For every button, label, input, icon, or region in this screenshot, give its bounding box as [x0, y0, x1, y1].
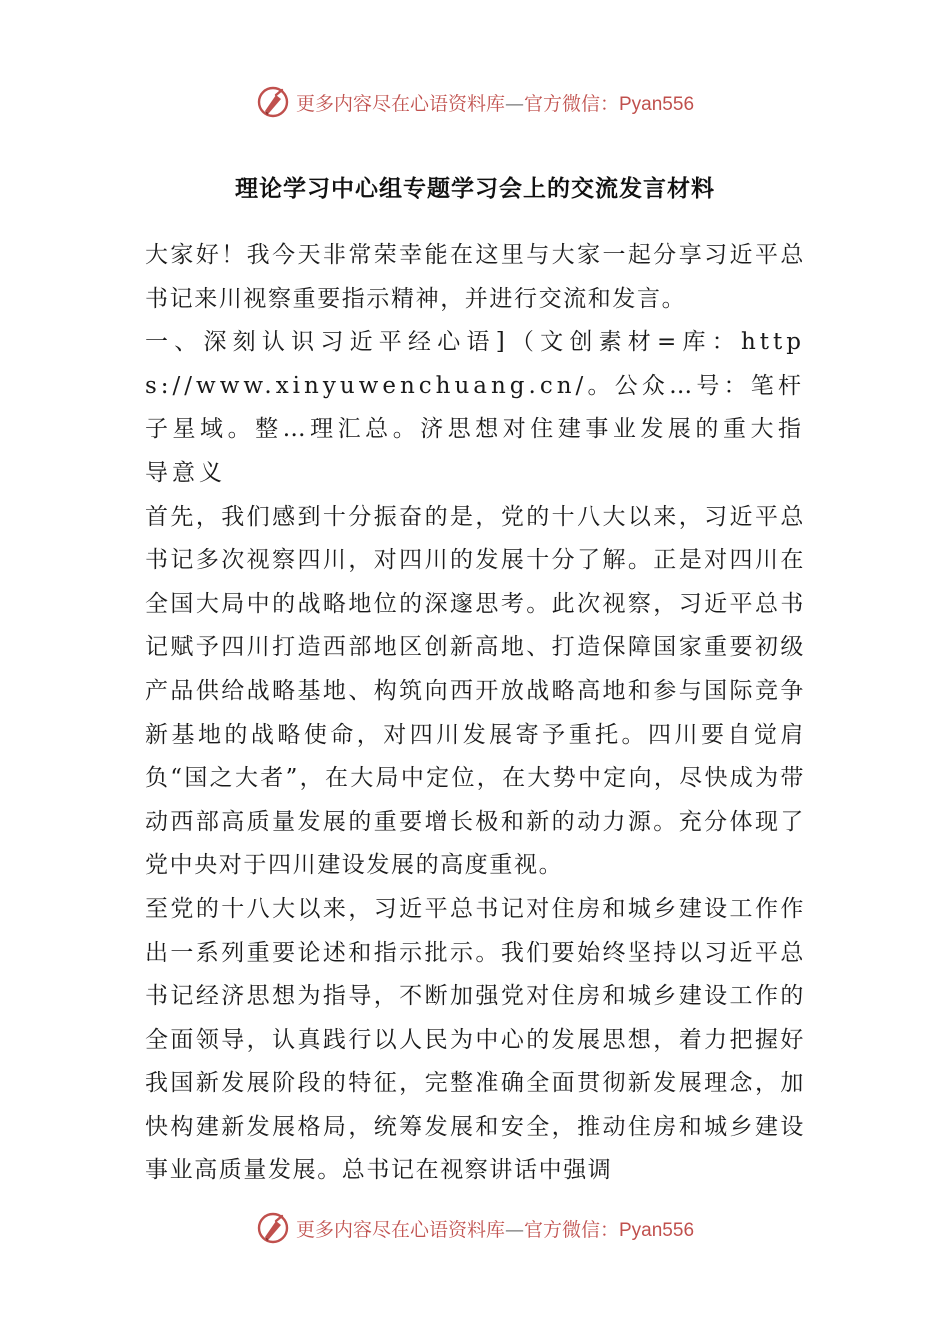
header-separator: — [504, 92, 524, 115]
footer-brand-text: 更多内容尽在心语资料库 [295, 1218, 505, 1241]
header-banner-text [296, 89, 694, 116]
footer-wechat-label: 官方微信： [523, 1218, 619, 1241]
section-heading-text: 一、深刻认识习近平经心语]（文创素材=库：https://www.xinyuwenchuang.cn/。公众…号：笔杆子星域。整…理汇总。济思想对住建事业发展的重大指导意义 [145, 329, 805, 486]
pen-nib-logo-icon [256, 1211, 290, 1245]
footer-wechat-handle: Pyan556 [619, 1219, 695, 1241]
pen-nib-logo-icon [256, 85, 290, 119]
header-wechat-label: 官方微信： [523, 92, 619, 115]
paragraph-section-heading [145, 321, 805, 495]
footer-banner [0, 1208, 950, 1248]
header-banner [0, 82, 950, 122]
document-body [145, 234, 805, 1193]
document-title: 理论学习中心组专题学习会上的交流发言材料 [235, 176, 715, 202]
paragraph-body-2: 至党的十八大以来，习近平总书记对住房和城乡建设工作作出一系列重要论述和指示批示。我们要始终坚持以习近平总书记经济思想为指导，不断加强党对住房和城乡建设工作的全面领导，认真践行以人民为中心的发展思想，着力把握好我国新发展阶段的特征，完整准确全面贯彻新发展理念，加快构建新发展格局，统筹发展和安全，推动住房和城乡建设事业高质量发展。总书记在视察讲话中强调 [145, 895, 805, 1184]
paragraph-greeting: 大家好！我今天非常荣幸能在这里与大家一起分享习近平总书记来川视察重要指示精神，并进行交流和发言。 [145, 242, 805, 312]
footer-separator: — [504, 1218, 524, 1241]
header-brand-text: 更多内容尽在心语资料库 [295, 92, 505, 115]
header-wechat-handle: Pyan556 [619, 93, 695, 115]
paragraph-body-1: 首先，我们感到十分振奋的是，党的十八大以来，习近平总书记多次视察四川，对四川的发展十分了解。正是对四川在全国大局中的战略地位的深邃思考。此次视察，习近平总书记赋予四川打造西部地区创新高地、打造保障国家重要初级产品供给战略基地、构筑向西开放战略高地和参与国际竞争新基地的战略使命，对四川发展寄予重托。四川要自觉肩负“国之大者”，在大局中定位，在大势中定向，尽快成为带动西部高质量发展的重要增长极和新的动力源。充分体现了党中央对于四川建设发展的高度重视。 [145, 503, 805, 879]
footer-banner-text [296, 1215, 694, 1242]
